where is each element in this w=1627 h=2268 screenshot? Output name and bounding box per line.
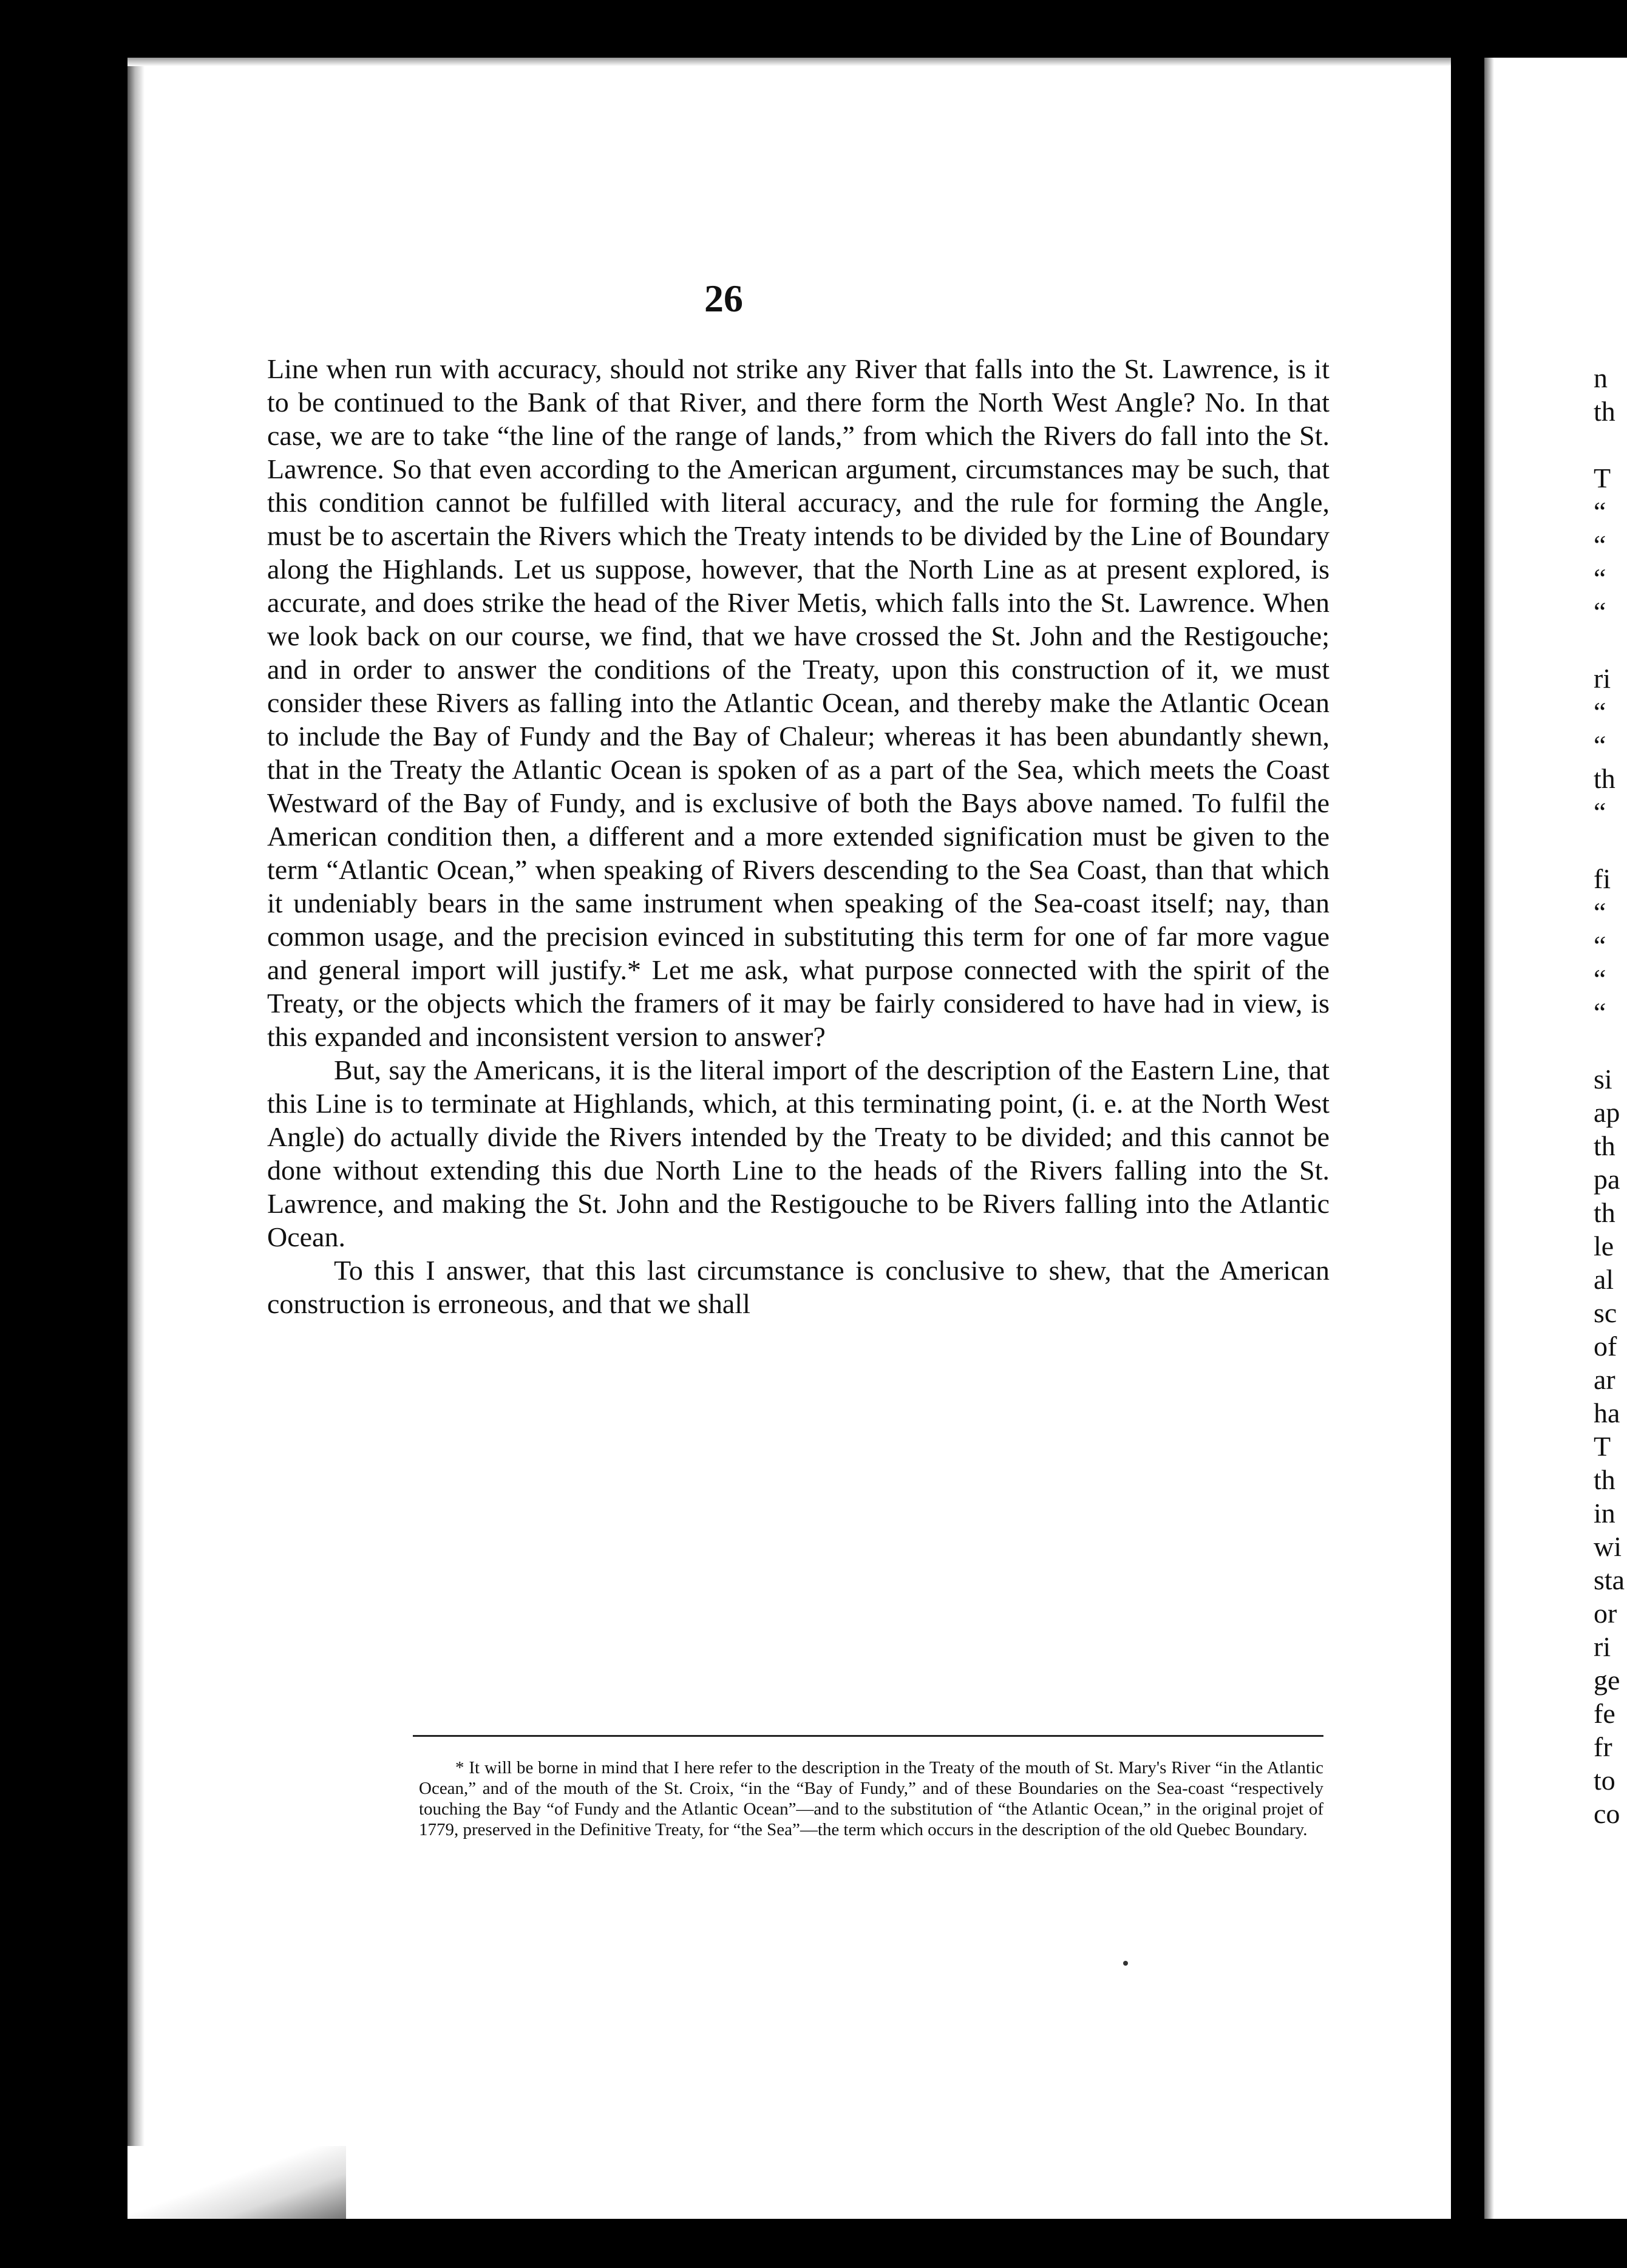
next-page-fragment: al	[1594, 1264, 1614, 1295]
next-page-fragment: “	[1594, 529, 1606, 560]
next-page-fragment: ar	[1594, 1364, 1615, 1395]
next-page-fragment: “	[1594, 730, 1606, 761]
paragraph: To this I answer, that this last circumstance is conclusive to shew, that the American construction is erroneous, and that we shall	[267, 1255, 1330, 1319]
next-page-fragment: ge	[1594, 1665, 1620, 1696]
next-page-fragment: ha	[1594, 1397, 1620, 1428]
next-page-fragment: to	[1594, 1765, 1615, 1796]
page-gutter-shadow	[127, 58, 144, 2219]
next-page-fragment: th	[1594, 1197, 1615, 1228]
paragraph: But, say the Americans, it is the literal import of the description of the Eastern Line, that this Line is to terminate at Highlands, which, at this terminating point, (i. e. at the North West Angle) do actually divide the Rivers intended by the Treaty to be divided; and this cannot be done without extending this due North Line to the heads of the Rivers falling into the St. Lawrence, and making the St. John and the Restigouche to be Rivers falling into the Atlantic Ocean.	[267, 1054, 1330, 1252]
next-page-fragment	[1594, 1029, 1625, 1062]
next-page-fragment: n	[1594, 362, 1608, 393]
next-page-fragment: le	[1594, 1231, 1614, 1261]
page-top-shadow	[127, 58, 1451, 66]
next-page-fragment	[1594, 628, 1625, 662]
next-page-fragment: si	[1594, 1064, 1612, 1095]
next-page-fragment: wi	[1594, 1531, 1622, 1562]
next-page-fragment: “	[1594, 496, 1606, 527]
next-page-fragment: T	[1594, 463, 1611, 494]
next-page-fragment	[1594, 829, 1625, 862]
next-page-fragment: ap	[1594, 1097, 1620, 1128]
next-page-fragment: fi	[1594, 863, 1611, 894]
next-page-fragment: “	[1594, 930, 1606, 961]
next-page-fragment: th	[1594, 1130, 1615, 1161]
next-page-fragment: “	[1594, 563, 1606, 594]
next-page-fragment: sc	[1594, 1297, 1617, 1328]
next-page-fragment: th	[1594, 396, 1615, 427]
next-page-fragment	[1594, 428, 1625, 461]
footnote: * It will be borne in mind that I here refer to the description in the Treaty of the mouth of St. Mary's River “in the Atlantic Ocean,” and of the mouth of the St. Croix, “in the “Bay of Fundy,” and of these Boundaries on the Sea-coast “respectively touching the Bay “of Fundy and the Atlantic Ocean”—and to the substitution of “the Atlantic Ocean,” in the original projet of 1779, preserved in the Definitive Treaty, for “the Sea”—the term which occurs in the description of the old Quebec Boundary.	[419, 1758, 1323, 1839]
book-page	[127, 58, 1451, 2219]
next-page-fragment: fr	[1594, 1731, 1612, 1762]
paper-speck	[1123, 1961, 1128, 1966]
paragraph: Line when run with accuracy, should not strike any River that falls into the St. Lawrence, is it to be continued to the Bank of that River, and there form the North West Angle? No. In that case, we are to take “the line of the range of lands,” from which the Rivers do fall into the St. Lawrence. So that even according to the American argument, circumstances may be such, that this condition cannot be fulfilled with literal accuracy, and the rule for forming the Angle, must be to ascertain the Rivers which the Treaty intends to be divided by the Line of Boundary along the Highlands. Let us suppose, however, that the North Line as at present explored, is accurate, and does strike the head of the River Metis, which falls into the St. Lawrence. When we look back on our course, we find, that we have crossed the St. John and the Restigouche; and in order to answer the conditions of the Treaty, upon this construction of it, we must consider these Rivers as falling into the Atlantic Ocean, and thereby make the Atlantic Ocean to include the Bay of Fundy and the Bay of Chaleur; whereas it has been abundantly shewn, that in the Treaty the Atlantic Ocean is spoken of as a part of the Sea, which meets the Coast Westward of the Bay of Fundy, and is exclusive of both the Bays above named. To fulfil the American condition then, a different and a more extended signification must be given to the term “Atlantic Ocean,” when speaking of Rivers descending to the Sea Coast, than that which it undeniably bears in the same instrument when speaking of the Sea-coast itself; nay, than common usage, and the precision evinced in substituting this term for one of far more vague and general import will justify.* Let me ask, what purpose connected with the spirit of the Treaty, or the objects which the framers of it may be fairly considered to have had in view, is this expanded and inconsistent version to answer?	[267, 353, 1330, 1052]
next-page-fragment: of	[1594, 1331, 1617, 1362]
next-page-fragment: pa	[1594, 1164, 1620, 1195]
next-page-fragment: “	[1594, 696, 1606, 727]
page-corner-curl	[127, 2146, 346, 2219]
next-page-fragment: “	[1594, 963, 1606, 994]
next-page-fragment: “	[1594, 596, 1606, 627]
next-page-fragment: “	[1594, 997, 1606, 1028]
next-page-fragment: ri	[1594, 663, 1611, 694]
next-page-fragment: or	[1594, 1598, 1617, 1629]
page-number: 26	[704, 277, 743, 320]
next-page-fragment: th	[1594, 1464, 1615, 1495]
next-page-gutter-shadow	[1484, 58, 1494, 2219]
next-page-fragment: “	[1594, 796, 1606, 827]
next-page-fragment: ri	[1594, 1631, 1611, 1662]
next-page-fragment: in	[1594, 1498, 1615, 1529]
next-page-fragment: sta	[1594, 1564, 1625, 1595]
next-page-fragment: “	[1594, 897, 1606, 928]
next-page-fragment: co	[1594, 1798, 1620, 1829]
body-text	[267, 352, 1330, 1320]
next-page-fragment: fe	[1594, 1698, 1615, 1729]
next-page-text-fragments	[1594, 361, 1625, 1830]
footnote-divider	[413, 1735, 1323, 1737]
next-page-fragment: th	[1594, 763, 1615, 794]
next-page-fragment: T	[1594, 1431, 1611, 1462]
next-page-edge	[1484, 58, 1627, 2219]
